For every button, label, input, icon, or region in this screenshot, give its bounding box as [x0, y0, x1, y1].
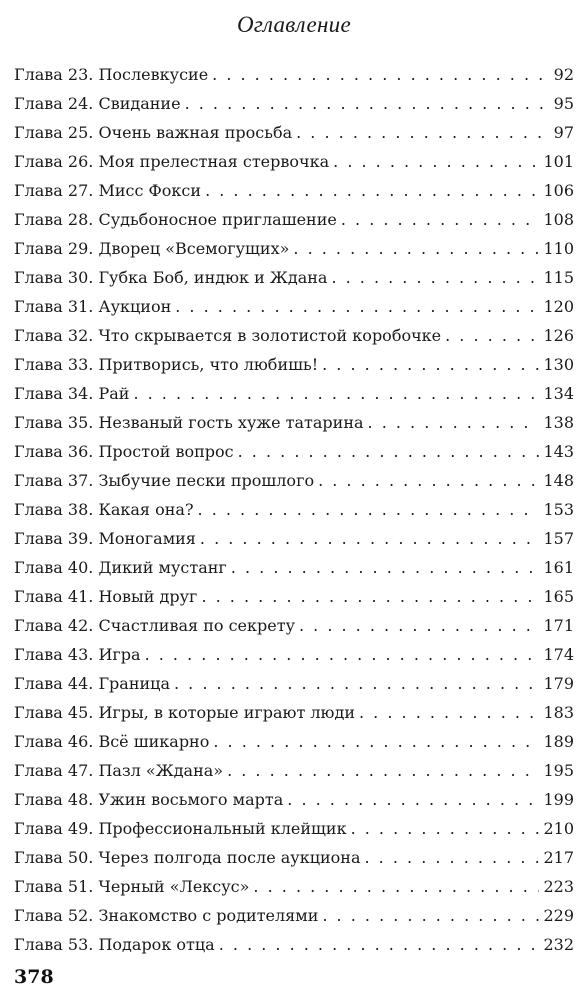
toc-entry-page: 174 — [543, 645, 574, 664]
toc-entry-title: Глава 52. Знакомство с родителями — [14, 906, 319, 925]
toc-entry — [14, 350, 574, 379]
toc-entry-title: Глава 48. Ужин восьмого марта — [14, 790, 284, 809]
toc-entry-page: 189 — [543, 732, 574, 751]
dot-leader — [219, 930, 540, 959]
dot-leader — [296, 118, 550, 147]
toc-entry-title: Глава 49. Профессиональный клейщик — [14, 819, 347, 838]
toc-entry-page: 138 — [543, 413, 574, 432]
toc-entry-page: 126 — [543, 326, 574, 345]
toc-entry — [14, 843, 574, 872]
toc-entry-title: Глава 34. Рай — [14, 384, 130, 403]
toc-entry — [14, 147, 574, 176]
page-number: 378 — [14, 966, 54, 988]
dot-leader — [299, 611, 539, 640]
toc-entry-page: 183 — [543, 703, 574, 722]
toc-entry — [14, 611, 574, 640]
toc-entry-page: 217 — [543, 848, 574, 867]
toc-entry-title: Глава 46. Всё шикарно — [14, 732, 210, 751]
dot-leader — [133, 379, 539, 408]
toc-entry — [14, 727, 574, 756]
toc-entry-page: 210 — [543, 819, 574, 838]
dot-leader — [174, 669, 539, 698]
toc-entry-title: Глава 47. Пазл «Ждана» — [14, 761, 224, 780]
dot-leader — [185, 89, 550, 118]
toc-entry-page: 130 — [543, 355, 574, 374]
toc-entry-page: 101 — [543, 152, 574, 171]
toc-entry — [14, 640, 574, 669]
toc-entry-page: 161 — [543, 558, 574, 577]
dot-leader — [238, 437, 540, 466]
table-of-contents — [14, 60, 574, 959]
dot-leader — [231, 553, 540, 582]
toc-entry — [14, 379, 574, 408]
toc-entry-page: 110 — [543, 239, 574, 258]
dot-leader — [322, 350, 539, 379]
toc-entry — [14, 118, 574, 147]
toc-entry-title: Глава 29. Дворец «Всемогущих» — [14, 239, 290, 258]
toc-entry-page: 229 — [543, 906, 574, 925]
toc-entry-title: Глава 24. Свидание — [14, 94, 181, 113]
toc-entry-page: 120 — [543, 297, 574, 316]
toc-entry — [14, 437, 574, 466]
toc-entry-page: 199 — [543, 790, 574, 809]
toc-entry — [14, 321, 574, 350]
toc-entry — [14, 698, 574, 727]
toc-entry — [14, 901, 574, 930]
dot-leader — [368, 408, 540, 437]
dot-leader — [213, 727, 539, 756]
dot-leader — [175, 292, 539, 321]
toc-entry — [14, 234, 574, 263]
toc-entry — [14, 89, 574, 118]
toc-entry-page: 106 — [543, 181, 574, 200]
toc-entry-title: Глава 41. Новый друг — [14, 587, 198, 606]
dot-leader — [322, 901, 539, 930]
toc-entry — [14, 930, 574, 959]
dot-leader — [318, 466, 539, 495]
toc-entry — [14, 582, 574, 611]
toc-entry-page: 153 — [543, 500, 574, 519]
toc-entry — [14, 553, 574, 582]
toc-entry-title: Глава 27. Мисс Фокси — [14, 181, 202, 200]
toc-entry-title: Глава 45. Игры, в которые играют люди — [14, 703, 355, 722]
toc-entry-title: Глава 43. Игра — [14, 645, 141, 664]
dot-leader — [200, 524, 540, 553]
toc-entry-page: 134 — [543, 384, 574, 403]
toc-entry-title: Глава 37. Зыбучие пески прошлого — [14, 471, 315, 490]
dot-leader — [205, 176, 539, 205]
toc-entry-title: Глава 35. Незваный гость хуже татарина — [14, 413, 364, 432]
dot-leader — [293, 234, 539, 263]
dot-leader — [287, 785, 539, 814]
toc-entry-page: 223 — [543, 877, 574, 896]
toc-entry — [14, 176, 574, 205]
toc-entry-page: 143 — [543, 442, 574, 461]
toc-entry-page: 165 — [543, 587, 574, 606]
toc-entry-title: Глава 39. Моногамия — [14, 529, 196, 548]
dot-leader — [359, 698, 539, 727]
dot-leader — [201, 582, 539, 611]
toc-entry-title: Глава 40. Дикий мустанг — [14, 558, 227, 577]
dot-leader — [341, 205, 540, 234]
toc-entry — [14, 669, 574, 698]
toc-entry — [14, 263, 574, 292]
toc-entry-title: Глава 50. Через полгода после аукциона — [14, 848, 361, 867]
toc-entry — [14, 495, 574, 524]
toc-entry-page: 95 — [553, 94, 574, 113]
toc-entry-title: Глава 30. Губка Боб, индюк и Ждана — [14, 268, 328, 287]
toc-entry — [14, 872, 574, 901]
dot-leader — [351, 814, 540, 843]
dot-leader — [227, 756, 539, 785]
toc-entry-page: 157 — [543, 529, 574, 548]
toc-entry-page: 171 — [543, 616, 574, 635]
toc-entry-page: 179 — [543, 674, 574, 693]
toc-entry-title: Глава 53. Подарок отца — [14, 935, 215, 954]
dot-leader — [145, 640, 540, 669]
toc-entry-title: Глава 38. Какая она? — [14, 500, 194, 519]
toc-entry-page: 195 — [543, 761, 574, 780]
toc-entry — [14, 814, 574, 843]
dot-leader — [365, 843, 540, 872]
toc-entry — [14, 756, 574, 785]
dot-leader — [445, 321, 539, 350]
toc-entry — [14, 60, 574, 89]
dot-leader — [253, 872, 539, 901]
toc-entry — [14, 408, 574, 437]
toc-entry — [14, 524, 574, 553]
toc-entry — [14, 785, 574, 814]
toc-entry-title: Глава 25. Очень важная просьба — [14, 123, 293, 142]
toc-entry-page: 97 — [553, 123, 574, 142]
page-title: Оглавление — [236, 12, 351, 37]
toc-entry-title: Глава 32. Что скрывается в золотистой коробочке — [14, 326, 442, 345]
toc-entry-title: Глава 23. Послевкусие — [14, 65, 209, 84]
toc-entry — [14, 292, 574, 321]
toc-entry-title: Глава 51. Черный «Лексус» — [14, 877, 250, 896]
toc-entry-page: 148 — [543, 471, 574, 490]
toc-entry-title: Глава 26. Моя прелестная стервочка — [14, 152, 330, 171]
toc-entry-title: Глава 44. Граница — [14, 674, 170, 693]
dot-leader — [333, 147, 539, 176]
dot-leader — [212, 60, 549, 89]
toc-entry-page: 232 — [543, 935, 574, 954]
toc-entry-title: Глава 42. Счастливая по секрету — [14, 616, 295, 635]
toc-entry — [14, 205, 574, 234]
toc-entry-page: 92 — [553, 65, 574, 84]
dot-leader — [198, 495, 540, 524]
toc-entry-page: 115 — [543, 268, 574, 287]
toc-entry-title: Глава 31. Аукцион — [14, 297, 172, 316]
toc-entry — [14, 466, 574, 495]
toc-entry-title: Глава 33. Притворись, что любишь! — [14, 355, 319, 374]
toc-entry-page: 108 — [543, 210, 574, 229]
toc-entry-title: Глава 36. Простой вопрос — [14, 442, 234, 461]
toc-entry-title: Глава 28. Судьбоносное приглашение — [14, 210, 337, 229]
dot-leader — [331, 263, 539, 292]
